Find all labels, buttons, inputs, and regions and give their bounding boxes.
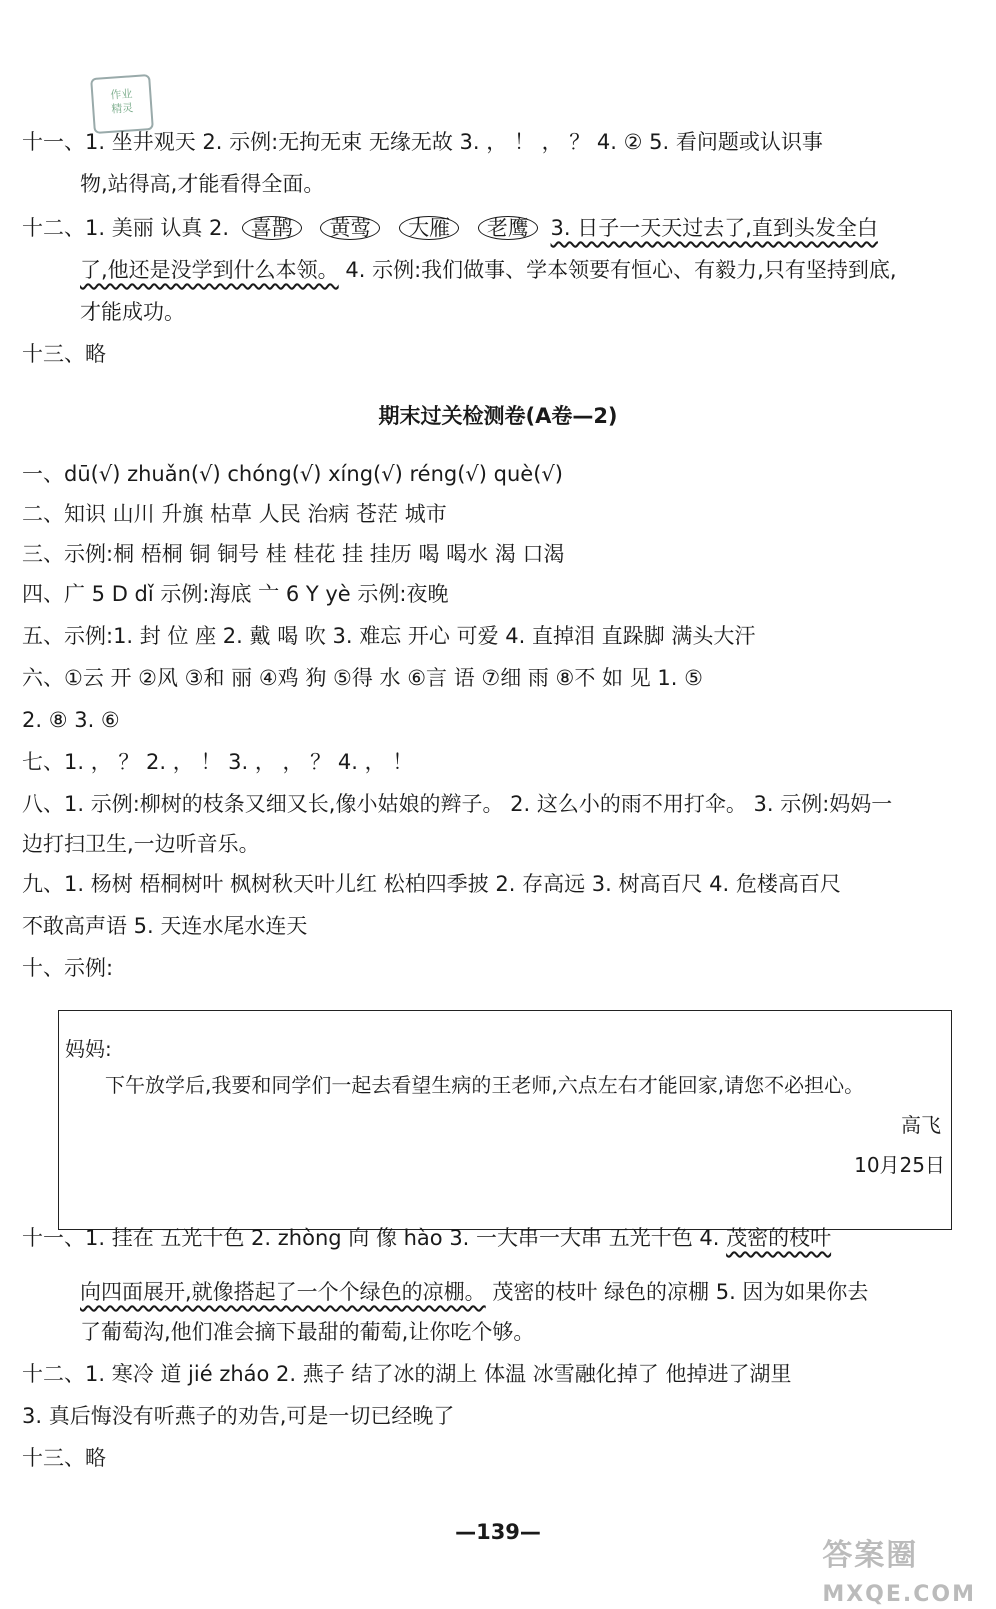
answer-b11-wavy-2: 向四面展开,就像搭起了一个个绿色的凉棚。 [80, 1280, 486, 1304]
answer-b11-wavy: 茂密的枝叶 [726, 1226, 832, 1250]
bird-circle: 黄莺 [320, 216, 380, 240]
answer-line: 五、示例:1. 封 位 座 2. 戴 喝 吹 3. 难忘 开心 可爱 4. 直掉泪 直跺脚 满头大汗 [22, 624, 756, 648]
answer-line: 不敢高声语 5. 天连水尾水连天 [22, 914, 308, 938]
answer-b12-line2: 3. 真后悔没有听燕子的劝告,可是一切已经晚了 [22, 1404, 455, 1428]
note-date: 10月25日 [854, 1153, 945, 1177]
answer-12-line1 [22, 214, 878, 242]
answer-11-line1: 十一、1. 坐井观天 2. 示例:无拘无束 无缘无故 3. ， ！ ， ？ 4. ② 5. 看问题或认识事 [22, 130, 823, 154]
answer-line: 四、广 5 D dǐ 示例:海底 亠 6 Y yè 示例:夜晚 [22, 582, 449, 606]
answer-line: 2. ⑧ 3. ⑥ [22, 708, 120, 732]
answer-13: 十三、略 [22, 342, 106, 366]
page-number: —139— [455, 1520, 541, 1544]
answer-line: 三、示例:桐 梧桐 铜 铜号 桂 桂花 挂 挂历 喝 喝水 渴 口渴 [22, 542, 565, 566]
answer-12-line2 [80, 256, 897, 284]
answer-line: 边打扫卫生,一边听音乐。 [22, 832, 260, 856]
note-signature: 高飞 [901, 1113, 941, 1137]
answer-line: 六、①云 开 ②风 ③和 丽 ④鸡 狗 ⑤得 水 ⑥言 语 ⑦细 雨 ⑧不 如 见 1. ⑤ [22, 666, 703, 690]
answer-b11-line2 [80, 1278, 868, 1306]
answer-line: 一、dū(√) zhuǎn(√) chóng(√) xíng(√) réng(√) què(√) [22, 462, 563, 486]
bird-circle: 喜鹊 [242, 216, 302, 240]
answer-12-wavy-2: 了,他还是没学到什么本领。 [80, 258, 339, 282]
section-title: 期末过关检测卷(A卷—2) [378, 404, 618, 428]
answer-12-line3: 才能成功。 [80, 300, 185, 324]
stamp-logo: 作业 精灵 [90, 74, 154, 134]
answer-line: 八、1. 示例:柳树的枝条又细又长,像小姑娘的辫子。 2. 这么小的雨不用打伞。 3. 示例:妈妈一 [22, 792, 893, 816]
answer-line: 二、知识 山川 升旗 枯草 人民 治病 苍茫 城市 [22, 502, 447, 526]
bird-circle: 老鹰 [478, 216, 538, 240]
note-salutation: 妈妈: [65, 1037, 112, 1061]
answer-b11-line1 [22, 1224, 831, 1252]
answer-b12-line1: 十二、1. 寒冷 道 jié zháo 2. 燕子 结了冰的湖上 体温 冰雪融化掉了 他掉进了湖里 [22, 1362, 792, 1386]
note-body: 下午放学后,我要和同学们一起去看望生病的王老师,六点左右才能回家,请您不必担心。 [105, 1073, 865, 1097]
answer-line: 十、示例: [22, 956, 114, 980]
answer-b11-rest: 茂密的枝叶 绿色的凉棚 5. 因为如果你去 [485, 1280, 869, 1304]
answer-b13: 十三、略 [22, 1446, 106, 1470]
answer-b11-text: 十一、1. 挂在 五光十色 2. zhòng 向 像 hào 3. 一大串一大串 五光十色 4. [22, 1226, 727, 1250]
answer-12-rest: 4. 示例:我们做事、学本领要有恒心、有毅力,只有坚持到底, [338, 258, 897, 282]
answer-line: 九、1. 杨树 梧桐树叶 枫树秋天叶儿红 松柏四季披 2. 存高远 3. 树高百尺 4. 危楼高百尺 [22, 872, 841, 896]
watermark-logo: 答案圈 MXQE.COM [822, 1538, 976, 1607]
bird-circle: 大雁 [399, 216, 459, 240]
note-box [58, 1010, 952, 1230]
answer-12-prefix: 十二、1. 美丽 认真 2. [22, 216, 230, 240]
answer-12-wavy: 3. 日子一天天过去了,直到头发全白 [550, 216, 878, 240]
answer-11-line2: 物,站得高,才能看得全面。 [80, 172, 325, 196]
answer-b11-line3: 了葡萄沟,他们准会摘下最甜的葡萄,让你吃个够。 [80, 1320, 535, 1344]
answer-line: 七、1. ， ？ 2. ， ！ 3. ， ， ？ 4. ， ！ [22, 750, 414, 774]
